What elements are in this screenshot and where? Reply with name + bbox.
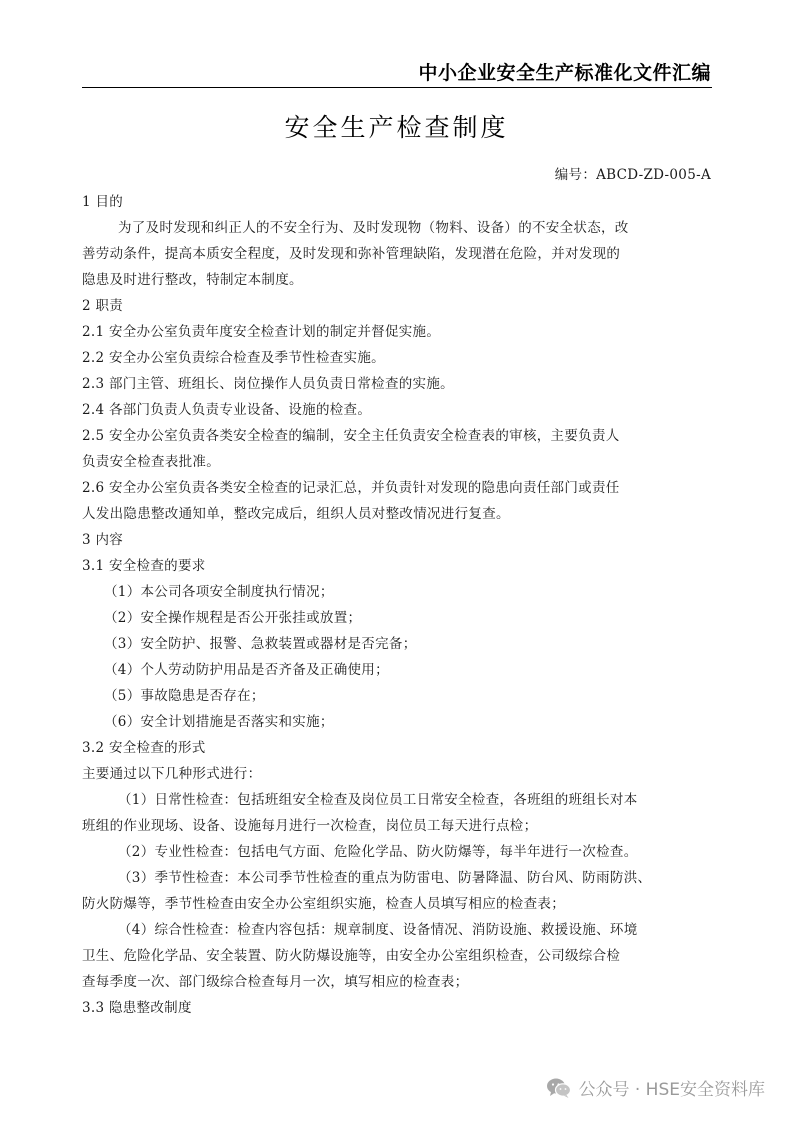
paragraph-line: 人发出隐患整改通知单，整改完成后，组织人员对整改情况进行复查。 bbox=[82, 506, 510, 522]
section-heading-2: 2 职责 bbox=[82, 298, 124, 314]
subsection-3-3: 3.3 隐患整改制度 bbox=[82, 1000, 192, 1016]
document-title: 安全生产检查制度 bbox=[284, 113, 509, 142]
clause-2-5: 2.5 安全办公室负责各类安全检查的编制，安全主任负责安全检查表的审核，主要负责人 bbox=[82, 428, 620, 444]
subsection-3-1: 3.1 安全检查的要求 bbox=[82, 558, 206, 574]
list-item: （1）本公司各项安全制度执行情况； bbox=[104, 584, 334, 600]
section-heading-1: 1 目的 bbox=[82, 194, 124, 210]
list-item: （3）安全防护、报警、急救装置或器材是否完备； bbox=[104, 636, 417, 652]
paragraph-line: 为了及时发现和纠正人的不安全行为、及时发现物（物料、设备）的不安全状态，改 bbox=[118, 220, 629, 236]
list-item: （4）个人劳动防护用品是否齐备及正确使用； bbox=[104, 662, 389, 678]
paragraph-line: 隐患及时进行整改，特制定本制度。 bbox=[82, 272, 303, 288]
paragraph-line: 班组的作业现场、设备、设施每月进行一次检查，岗位员工每天进行点检； bbox=[82, 818, 538, 834]
list-item: （1）日常性检查：包括班组安全检查及岗位员工日常安全检查，各班组的班组长对本 bbox=[118, 792, 638, 808]
document-body bbox=[82, 189, 714, 1021]
paragraph-line: 负责安全检查表批准。 bbox=[82, 454, 220, 470]
list-item: （3）季节性检查：本公司季节性检查的重点为防雷电、防暑降温、防台风、防雨防洪、 bbox=[118, 870, 652, 886]
list-item: （6）安全计划措施是否落实和实施； bbox=[104, 714, 334, 730]
clause-2-3: 2.3 部门主管、班组长、岗位操作人员负责日常检查的实施。 bbox=[82, 376, 454, 392]
paragraph-line: 查每季度一次、部门级综合检查每月一次，填写相应的检查表； bbox=[82, 974, 469, 990]
list-item: （2）安全操作规程是否公开张挂或放置； bbox=[104, 610, 362, 626]
list-item: （4）综合性检查：检查内容包括：规章制度、设备情况、消防设施、救援设施、环境 bbox=[118, 922, 638, 938]
watermark bbox=[546, 1075, 765, 1100]
clause-2-6: 2.6 安全办公室负责各类安全检查的记录汇总，并负责针对发现的隐患向责任部门或责任 bbox=[82, 480, 620, 496]
document-number: 编号：ABCD-ZD-005-A bbox=[554, 167, 711, 183]
header-divider bbox=[82, 87, 712, 88]
list-item: （2）专业性检查：包括电气方面、危险化学品、防火防爆等，每半年进行一次检查。 bbox=[118, 844, 638, 860]
subsection-3-2: 3.2 安全检查的形式 bbox=[82, 740, 206, 756]
paragraph-line: 善劳动条件，提高本质安全程度，及时发现和弥补管理缺陷，发现潜在危险，并对发现的 bbox=[82, 246, 621, 262]
header-title: 中小企业安全生产标准化文件汇编 bbox=[418, 62, 711, 84]
clause-2-1: 2.1 安全办公室负责年度安全检查计划的制定并督促实施。 bbox=[82, 324, 441, 340]
wechat-icon bbox=[546, 1077, 572, 1099]
clause-2-2: 2.2 安全办公室负责综合检查及季节性检查实施。 bbox=[82, 350, 385, 366]
watermark-text: 公众号 · HSE安全资料库 bbox=[578, 1080, 765, 1100]
clause-2-4: 2.4 各部门负责人负责专业设备、设施的检查。 bbox=[82, 402, 372, 418]
paragraph-line: 卫生、危险化学品、安全装置、防火防爆设施等，由安全办公室组织检查，公司级综合检 bbox=[82, 948, 621, 964]
section-heading-3: 3 内容 bbox=[82, 532, 124, 548]
paragraph-line: 防火防爆等，季节性检查由安全办公室组织实施，检查人员填写相应的检查表； bbox=[82, 896, 565, 912]
list-item: （5）事故隐患是否存在； bbox=[104, 688, 265, 704]
paragraph-line: 主要通过以下几种形式进行： bbox=[82, 766, 262, 782]
